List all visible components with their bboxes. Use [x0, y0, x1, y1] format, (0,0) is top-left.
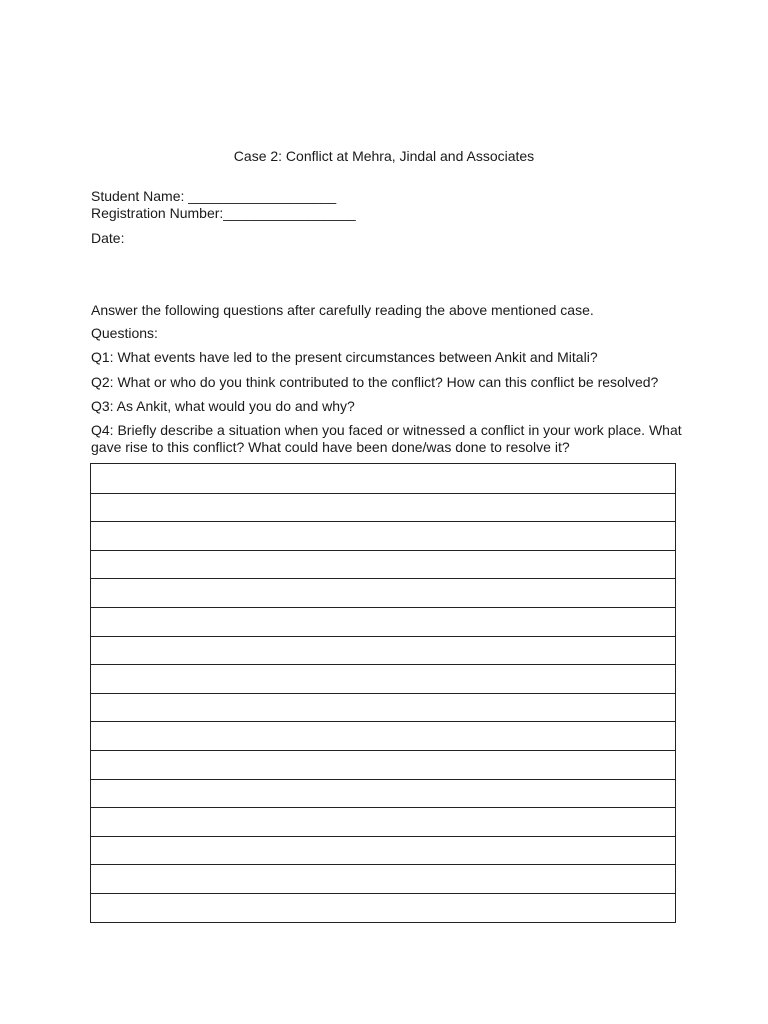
question-2: Q2: What or who do you think contributed to the conflict? How can this conflict be resolved? [91, 374, 659, 390]
student-name-field[interactable]: Student Name: ___________________ [91, 188, 337, 204]
answer-line[interactable] [91, 664, 675, 693]
questions-heading: Questions: [91, 325, 158, 341]
answer-line[interactable] [91, 721, 675, 750]
instructions-text: Answer the following questions after carefully reading the above mentioned case. [91, 302, 594, 318]
answer-line[interactable] [91, 779, 675, 808]
answer-line[interactable] [91, 636, 675, 665]
question-4: Q4: Briefly describe a situation when you faced or witnessed a conflict in your work place. What gave rise to this conflict? What could have been done/was done to resolve it? [91, 422, 682, 455]
date-label: Date: [91, 230, 125, 246]
answer-line[interactable] [91, 607, 675, 636]
question-3: Q3: As Ankit, what would you do and why? [91, 398, 355, 414]
answer-line[interactable] [91, 578, 675, 607]
answer-line[interactable] [91, 521, 675, 550]
answer-line[interactable] [91, 550, 675, 579]
answer-line[interactable] [91, 864, 675, 893]
answer-line[interactable] [91, 493, 675, 522]
answer-line[interactable] [91, 807, 675, 836]
registration-number-field[interactable]: Registration Number:_________________ [91, 205, 356, 221]
answer-line[interactable] [91, 693, 675, 722]
answer-box[interactable] [90, 463, 676, 923]
answer-line[interactable] [91, 464, 675, 493]
case-title: Case 2: Conflict at Mehra, Jindal and Associates [233, 148, 535, 164]
answer-line[interactable] [91, 750, 675, 779]
answer-line[interactable] [91, 836, 675, 865]
question-1: Q1: What events have led to the present circumstances between Ankit and Mitali? [91, 349, 598, 365]
answer-line[interactable] [91, 893, 675, 922]
